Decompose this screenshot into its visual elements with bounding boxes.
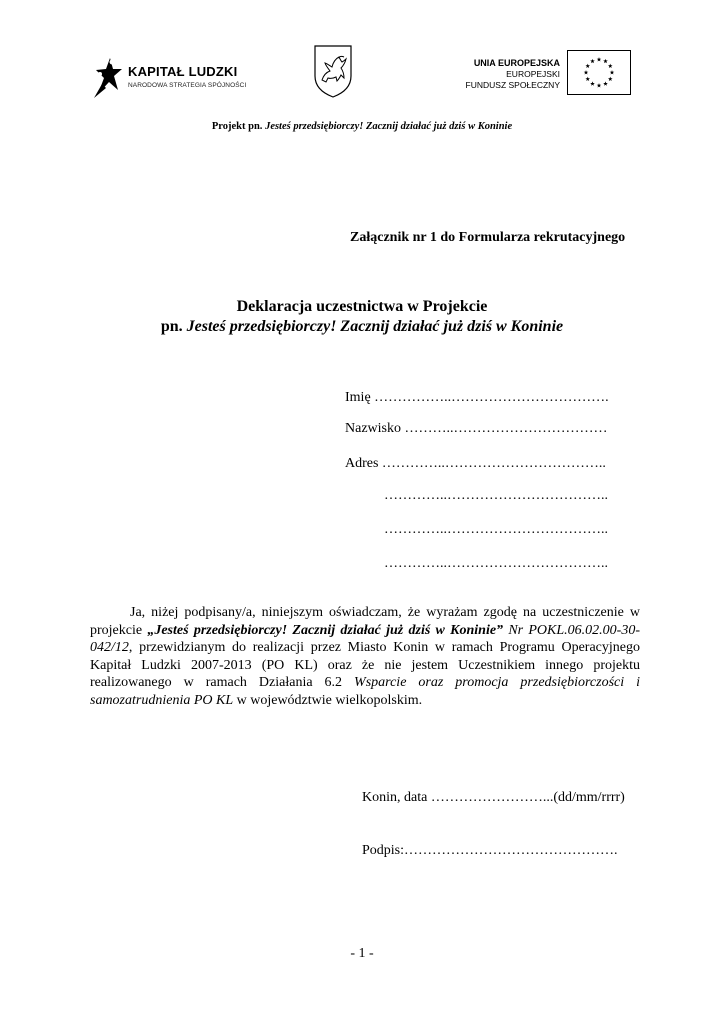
page-number: - 1 - xyxy=(350,946,374,961)
declaration-text-3: w województwie wielkopolskim. xyxy=(233,692,423,708)
declaration-paragraph xyxy=(90,604,640,709)
declaration-text-1: Ja, niżej podpisany/a, niniejszym oświadczam, że wyrażam zgodę na uczestniczenie w projekcie xyxy=(90,605,640,638)
last-name-field[interactable]: Nazwisko ………..…………………………… xyxy=(345,421,608,436)
signature-field[interactable]: Podpis:………………………………………. xyxy=(362,843,618,858)
address-field-line4[interactable]: …………..…………………………….. xyxy=(384,556,608,571)
title-line2-name: Jesteś przedsiębiorczy! Zacznij działać już dziś w Koninie xyxy=(186,318,564,335)
kapital-ludzki-subtitle: NARODOWA STRATEGIA SPÓJNOŚCI xyxy=(128,82,247,89)
eu-fund-text xyxy=(440,58,560,91)
eu-line2: EUROPEJSKI xyxy=(506,69,560,79)
project-header xyxy=(0,121,724,132)
document-title xyxy=(0,297,724,337)
eu-line1: UNIA EUROPEJSKA xyxy=(473,58,560,68)
declaration-text-2: , przewidzianym do realizacji przez Miasto Konin w ramach Programu Operacyjnego Kapitał Ludzki 2007-2013 (PO KL) oraz że nie jestem Uczestnikiem innego projektu realizowanego w ramach Działania 6.2 xyxy=(90,640,640,690)
declaration-project-name: „Jesteś przedsiębiorczy! Zacznij działać już dziś w Koninie” xyxy=(147,622,504,638)
title-line2 xyxy=(0,317,724,337)
address-field-line3[interactable]: …………..…………………………….. xyxy=(384,522,608,537)
kapital-ludzki-logo xyxy=(92,52,272,102)
eu-flag-icon xyxy=(567,50,631,95)
declaration-action-name: Wsparcie oraz promocja przedsiębiorczości i samozatrudnienia PO KL xyxy=(90,675,641,708)
project-header-prefix: Projekt pn. xyxy=(211,121,266,132)
place-date-field[interactable]: Konin, data ……………………...(dd/mm/rrrr) xyxy=(362,790,625,805)
title-line2-prefix: pn. xyxy=(160,318,187,335)
address-field[interactable]: Adres …………..…………………………….. xyxy=(345,456,606,471)
eu-line3: FUNDUSZ SPOŁECZNY xyxy=(465,80,560,90)
kapital-ludzki-star-icon xyxy=(92,54,122,98)
title-line1: Deklaracja uczestnictwa w Projekcie xyxy=(236,298,488,315)
wielkopolska-crest-icon xyxy=(313,44,353,98)
declaration-project-number: Nr POKL.06.02.00-30-042/12 xyxy=(90,622,640,655)
first-name-field[interactable]: Imię ……………..……………………………. xyxy=(345,390,609,405)
address-field-line2[interactable]: …………..…………………………….. xyxy=(384,488,608,503)
annex-label: Załącznik nr 1 do Formularza rekrutacyjnego xyxy=(350,230,626,245)
project-header-name: Jesteś przedsiębiorczy! Zacznij działać już dziś w Koninie xyxy=(265,121,513,132)
kapital-ludzki-title: KAPITAŁ LUDZKI xyxy=(128,64,238,79)
